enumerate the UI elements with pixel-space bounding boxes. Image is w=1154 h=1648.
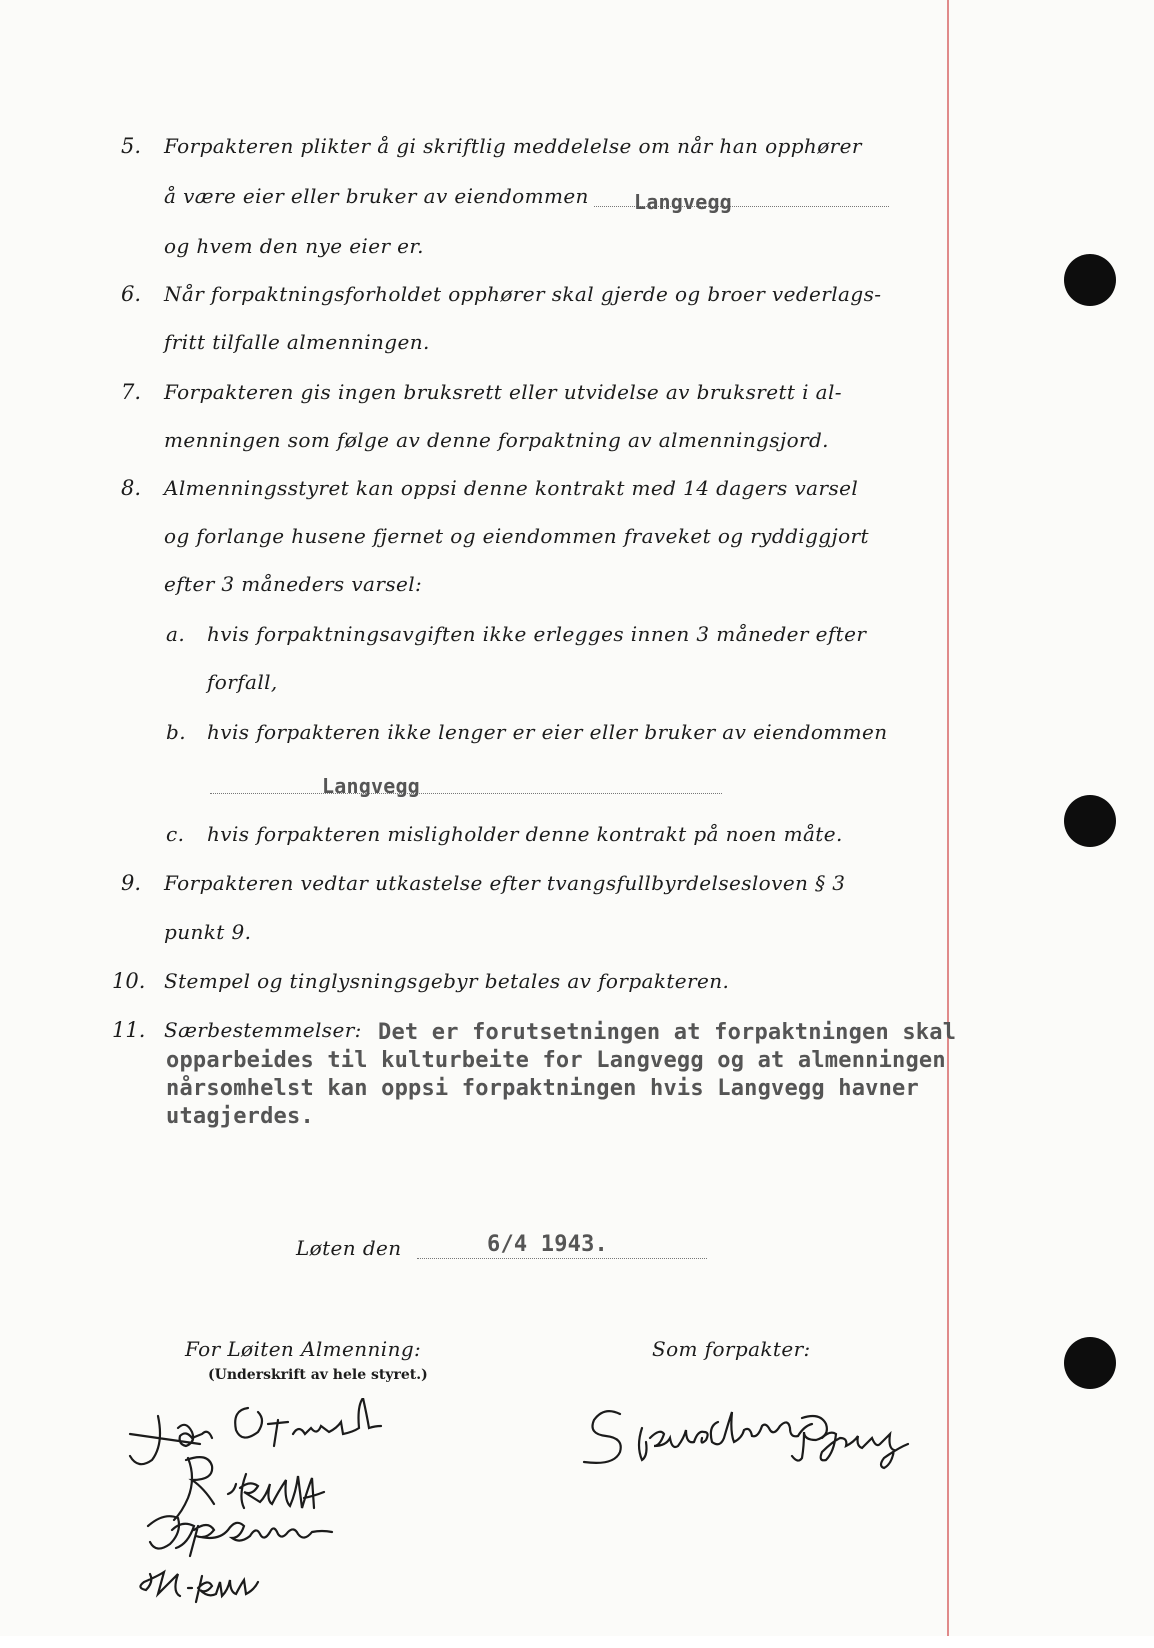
clause-number: 9. — [121, 871, 142, 895]
clause-number: 10. — [112, 969, 146, 993]
fill-line — [210, 793, 722, 794]
lessee-signature — [580, 1392, 940, 1482]
clause-line: Stempel og tinglysningsgebyr betales av forpakteren. — [164, 969, 730, 993]
fill-line — [417, 1258, 707, 1259]
special-terms-line: utagjerdes. — [166, 1104, 314, 1129]
subitem-letter: b. — [166, 720, 186, 744]
subitem-line: hvis forpakteren misligholder denne kontrakt på noen måte. — [207, 822, 843, 846]
clause-number: 7. — [121, 380, 142, 404]
special-terms-line: nårsomhelst kan oppsi forpaktningen hvis Langvegg havner — [166, 1076, 919, 1101]
margin-rule — [947, 0, 949, 1636]
clause-line: punkt 9. — [164, 920, 252, 944]
clause-number: 5. — [121, 134, 142, 158]
signature-heading-right: Som forpakter: — [652, 1337, 811, 1361]
clause-line: Særbestemmelser: — [164, 1018, 362, 1042]
clause-number: 6. — [121, 282, 142, 306]
clause-line: Forpakteren gis ingen bruksrett eller utvidelse av bruksrett i al- — [164, 380, 842, 404]
subitem-line: hvis forpaktningsavgiften ikke erlegges innen 3 måneder efter — [207, 622, 867, 646]
date-label: Løten den — [296, 1236, 402, 1260]
clause-line: efter 3 måneders varsel: — [164, 572, 423, 596]
clause-line: og hvem den nye eier er. — [164, 234, 424, 258]
signature-heading-left: For Løiten Almenning: — [185, 1337, 422, 1361]
clause-line: å være eier eller bruker av eiendommen — [164, 184, 589, 208]
special-terms-line: Det er forutsetningen at forpaktningen skal — [378, 1020, 957, 1045]
subitem-letter: c. — [166, 822, 185, 846]
subitem-letter: a. — [166, 622, 186, 646]
punch-hole — [1064, 254, 1116, 306]
subitem-line: forfall, — [207, 670, 278, 694]
signature-note: (Underskrift av hele styret.) — [208, 1367, 428, 1383]
date-value: 6/4 1943. — [487, 1232, 609, 1257]
punch-hole — [1064, 1337, 1116, 1389]
property-name: Langvegg — [634, 190, 732, 214]
punch-hole — [1064, 795, 1116, 847]
board-signatures — [128, 1398, 428, 1648]
clause-number: 8. — [121, 476, 142, 500]
property-name: Langvegg — [322, 774, 420, 798]
clause-line: fritt tilfalle almenningen. — [164, 330, 430, 354]
clause-line: Forpakteren vedtar utkastelse efter tvangsfullbyrdelsesloven § 3 — [164, 871, 846, 895]
clause-line: Almenningsstyret kan oppsi denne kontrakt med 14 dagers varsel — [164, 476, 859, 500]
special-terms-line: opparbeides til kulturbeite for Langvegg og at almenningen — [166, 1048, 946, 1073]
clause-line: Forpakteren plikter å gi skriftlig meddelelse om når han opphører — [164, 134, 862, 158]
clause-line: menningen som følge av denne forpaktning av almenningsjord. — [164, 428, 829, 452]
clause-line: Når forpaktningsforholdet opphører skal gjerde og broer vederlags- — [164, 282, 882, 306]
subitem-line: hvis forpakteren ikke lenger er eier eller bruker av eiendommen — [207, 720, 888, 744]
clause-number: 11. — [112, 1018, 146, 1042]
clause-line: og forlange husene fjernet og eiendommen fraveket og ryddiggjort — [164, 524, 869, 548]
